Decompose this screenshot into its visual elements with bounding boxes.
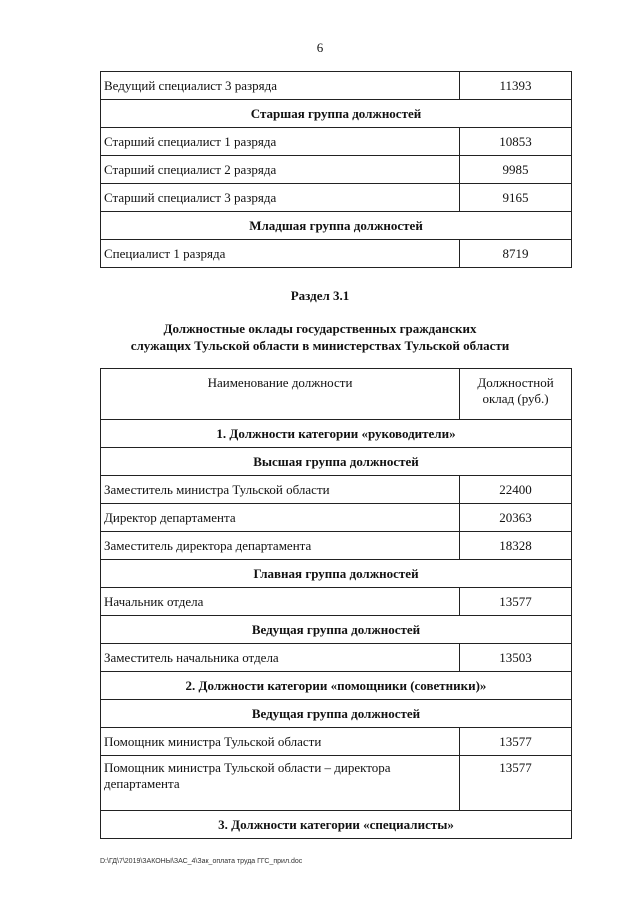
header-salary-line-2: оклад (руб.): [482, 391, 549, 406]
position-name: Помощник министра Тульской области: [101, 728, 460, 756]
group-title: Старшая группа должностей: [101, 100, 572, 128]
group-row: [101, 616, 572, 644]
header-salary-line-1: Должностной: [477, 375, 554, 390]
group-title: Высшая группа должностей: [101, 448, 572, 476]
table-row: [101, 532, 572, 560]
heading-line-2: служащих Тульской области в министерствах Тульской области: [130, 338, 510, 353]
salary-table-ministries: [100, 368, 572, 839]
position-name: Старший специалист 1 разряда: [101, 128, 460, 156]
group-title: Ведущая группа должностей: [101, 700, 572, 728]
table-row: [101, 504, 572, 532]
group-row: [101, 212, 572, 240]
table-row: [101, 128, 572, 156]
category-row: [101, 672, 572, 700]
group-row: [101, 560, 572, 588]
salary-value: 18328: [460, 532, 572, 560]
salary-value: 9165: [460, 184, 572, 212]
position-name: Помощник министра Тульской области – директора департамента: [101, 756, 460, 811]
table-header-row: [101, 369, 572, 420]
table-row: [101, 588, 572, 616]
table-row: [101, 240, 572, 268]
section-heading: [0, 320, 640, 354]
position-name: Директор департамента: [101, 504, 460, 532]
table-row: [101, 728, 572, 756]
position-name: Ведущий специалист 3 разряда: [101, 72, 460, 100]
salary-value: 22400: [460, 476, 572, 504]
group-title: Младшая группа должностей: [101, 212, 572, 240]
salary-value: 11393: [460, 72, 572, 100]
position-name: Заместитель министра Тульской области: [101, 476, 460, 504]
group-row: [101, 100, 572, 128]
section-title: Раздел 3.1: [290, 288, 350, 303]
position-name: Заместитель директора департамента: [101, 532, 460, 560]
salary-value: 20363: [460, 504, 572, 532]
position-name: Начальник отдела: [101, 588, 460, 616]
salary-value: 13577: [460, 588, 572, 616]
table-row: [101, 72, 572, 100]
salary-value: 13577: [460, 728, 572, 756]
table-row: [101, 476, 572, 504]
group-row: [101, 448, 572, 476]
header-position-name: Наименование должности: [101, 369, 460, 420]
position-name: Специалист 1 разряда: [101, 240, 460, 268]
category-title: 3. Должности категории «специалисты»: [101, 811, 572, 839]
page-number: 6: [316, 40, 324, 55]
salary-value: 13503: [460, 644, 572, 672]
header-salary: [460, 369, 572, 420]
position-name: Заместитель начальника отдела: [101, 644, 460, 672]
group-row: [101, 700, 572, 728]
salary-table-continued: [100, 71, 572, 268]
table-row: [101, 184, 572, 212]
salary-value: 10853: [460, 128, 572, 156]
table-row: [101, 756, 572, 811]
group-title: Ведущая группа должностей: [101, 616, 572, 644]
file-path-footer: D:\ГД\7\2019\ЗАКОНЫ\ЗАС_4\Зак_оплата труда ГГС_прил.doc: [100, 858, 303, 865]
salary-value: 13577: [460, 756, 572, 811]
table-row: [101, 156, 572, 184]
category-row: [101, 420, 572, 448]
salary-value: 9985: [460, 156, 572, 184]
position-name: Старший специалист 2 разряда: [101, 156, 460, 184]
category-title: 2. Должности категории «помощники (советники)»: [101, 672, 572, 700]
category-row: [101, 811, 572, 839]
category-title: 1. Должности категории «руководители»: [101, 420, 572, 448]
salary-value: 8719: [460, 240, 572, 268]
position-name: Старший специалист 3 разряда: [101, 184, 460, 212]
heading-line-1: Должностные оклады государственных гражданских: [163, 321, 477, 336]
table-row: [101, 644, 572, 672]
group-title: Главная группа должностей: [101, 560, 572, 588]
